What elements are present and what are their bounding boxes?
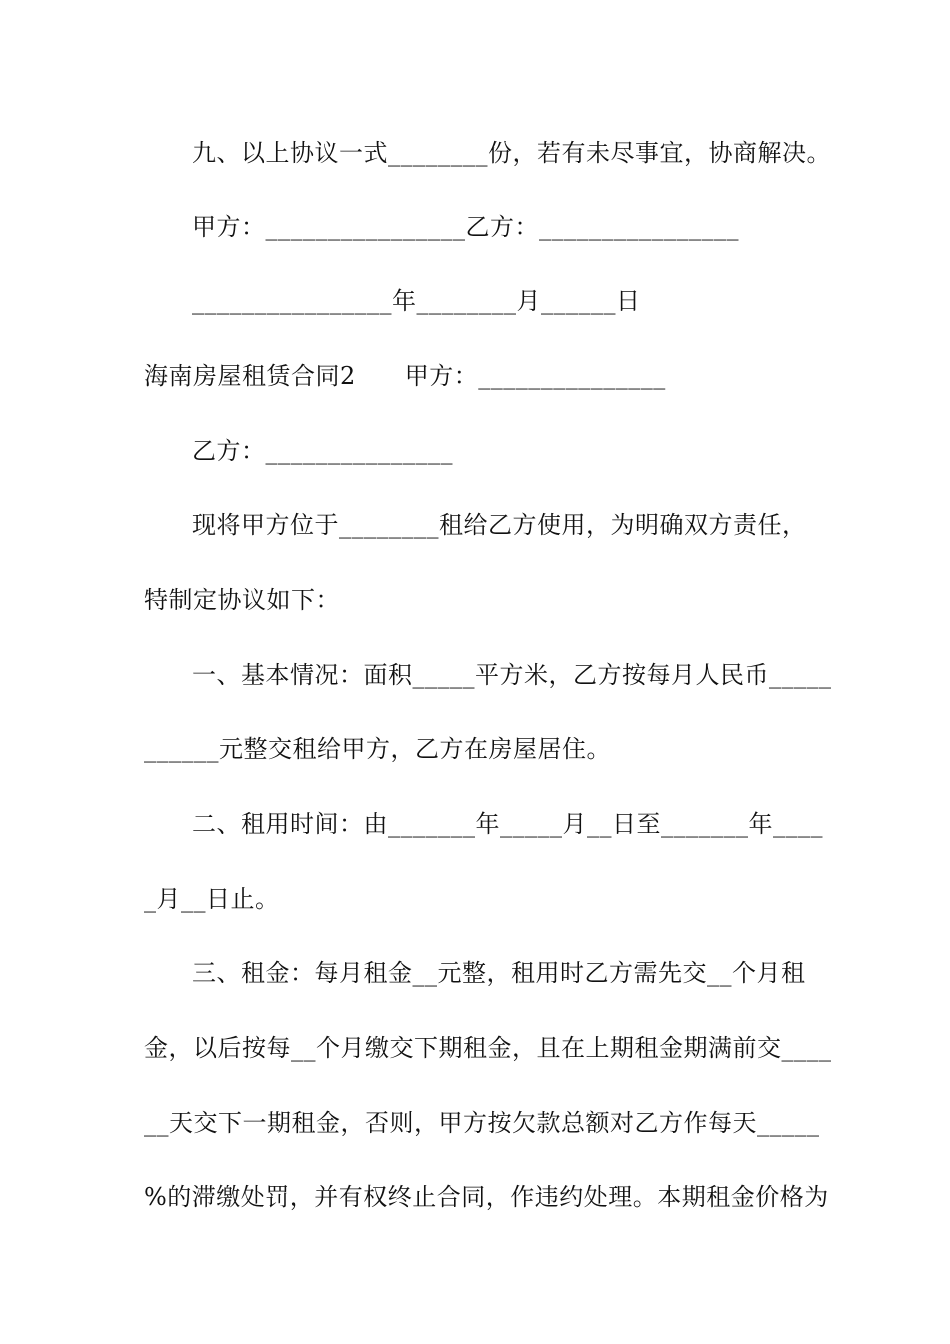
contract-2-title-party-a: 海南房屋租赁合同2 甲方：_______________ (144, 362, 666, 390)
signature-date-line: ________________年________月______日 (192, 287, 641, 315)
clause-2-line-1: 二、租用时间：由_______年_____月__日至_______年____ (192, 810, 823, 838)
clause-3-line-1: 三、租金：每月租金__元整，租用时乙方需先交__个月租 (192, 959, 806, 987)
clause-1-line-1: 一、基本情况：面积_____平方米，乙方按每月人民币_____ (192, 661, 832, 689)
signature-party-line: 甲方：________________乙方：________________ (192, 213, 739, 241)
clause-9-copies: 九、以上协议一式________份，若有未尽事宜，协商解决。 (192, 139, 831, 167)
clause-2-line-2: _月__日止。 (144, 885, 280, 913)
preamble-line-2: 特制定协议如下： (144, 586, 340, 614)
clause-3-line-3: __天交下一期租金，否则，甲方按欠款总额对乙方作每天_____ (144, 1109, 820, 1137)
clause-1-line-2: ______元整交租给甲方，乙方在房屋居住。 (144, 735, 611, 763)
preamble-line-1: 现将甲方位于________租给乙方使用，为明确双方责任， (192, 511, 807, 539)
party-b-line: 乙方：_______________ (192, 437, 453, 465)
clause-3-line-4: %的滞缴处罚，并有权终止合同，作违约处理。本期租金价格为 (144, 1183, 829, 1211)
clause-3-line-2: 金，以后按每__个月缴交下期租金，且在上期租金期满前交____ (144, 1034, 832, 1062)
